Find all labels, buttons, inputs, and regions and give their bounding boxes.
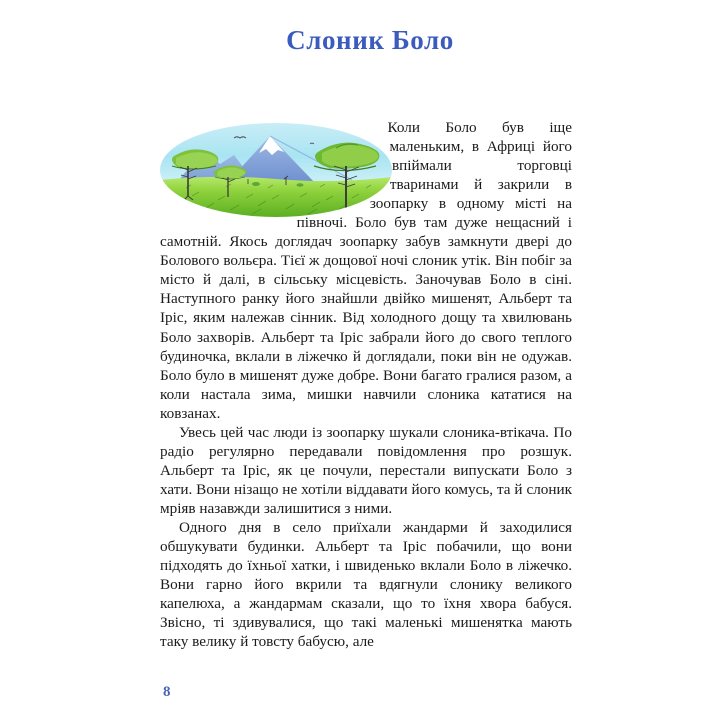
page-title: Слоник Боло: [286, 25, 454, 55]
bush-2: [297, 183, 304, 187]
paragraph-1: Коли Боло був іще маленьким, в Африці його впіймали торговці тваринами й закрили в зоопарку в одному місті на півночі. Боло був там дуже нещасний і самотній. Якось доглядач зоопарку забув замкнути двері до Болового вольєра. Тієї ж дощової ночі слоник утік. Він побіг за місто й далі, в сільську місцевість. Заночував Боло в сіні. Наступного ранку його знайшли двійко мишенят, Альберт та Іріс, яким належав сінник. Від холодного дощу та хвилювань Боло захворів. Альберт та Іріс забрали його до свого теплого будиночка, вклали в ліжечко й доглядали, поки він не одужав. Боло було в мишенят дуже добре. Вони багато гралися разом, а коли настала зима, мишки навчили слоника кататися на ковзанах.: [160, 119, 572, 422]
paragraph-2: Увесь цей час люди із зоопарку шукали слоника-втікача. По радіо регулярно передавали повідомлення про розшук. Альберт та Іріс, як це почули, перестали випускати Боло з хати. Вони нізащо не хотіли віддавати його комусь, та й слоник мріяв назавжди залишитися з ними.: [160, 423, 572, 517]
page-number: 8: [163, 684, 171, 700]
bush-1: [252, 182, 260, 186]
grass-field: [160, 177, 392, 218]
paragraph-3: Одного дня в село приїхали жандарми й заходилися обшукувати будинки. Альберт та Іріс побачили, що вони підходять до їхньої хатки, і швиденько вклали Боло в ліжечко. Вони гарно його вкрили та вдягнули слонику великого капелюха, а жандармам сказали, що то їхня хвора бабуся. Звісно, ті здивувалися, що такі маленькі мишенятка мають таку велику й товсту бабусю, але: [160, 518, 572, 651]
text-column: [160, 118, 572, 663]
african-savanna-illustration: [160, 122, 392, 218]
savanna-svg: [160, 122, 392, 218]
